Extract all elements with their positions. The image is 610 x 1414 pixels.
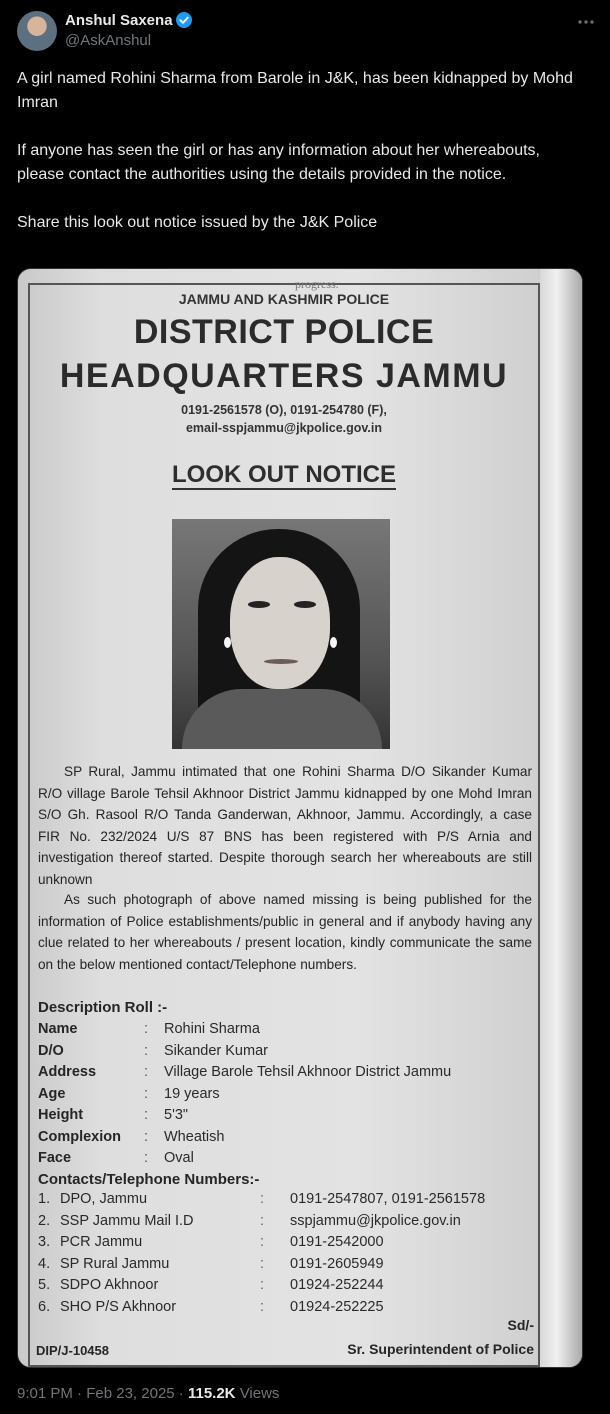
contact-label: DPO, Jammu [60,1191,148,1207]
tweet-header [17,11,597,55]
notice-heading-text: LOOK OUT NOTICE [172,461,396,488]
tweet-time[interactable]: 9:01 PM [17,1385,73,1402]
contact-row: 2. SSP Jammu Mail I.D : sspjammu@jkpolice.gov.in [38,1212,461,1229]
contact-value: 0191-2547807, 0191-2561578 [290,1191,486,1207]
notice-heading [30,461,538,489]
photo-shoulders [182,689,382,749]
photo-eye [248,601,270,608]
photo-earring [224,637,231,648]
description-key: Age [38,1085,66,1102]
tweet-paragraph: A girl named Rohini Sharma from Barole in J&K, has been kidnapped by Mohd Imran [17,70,573,111]
description-value: Wheatish [164,1128,225,1145]
description-row: Age : 19 years [38,1085,220,1102]
contact-label: PCR Jammu [60,1234,143,1251]
description-key: Address [38,1064,97,1080]
contact-number: 6. [38,1298,51,1315]
views-count: 115.2K [187,1385,236,1402]
contacts-list [38,1191,532,1321]
contact-number: 4. [38,1255,51,1272]
contact-row: 4. SP Rural Jammu : 0191-2605949 [38,1255,384,1272]
description-key: Complexion [38,1128,121,1145]
author-handle[interactable]: @AskAnshul [65,32,152,49]
notice-phones: 0191-2561578 (O), 0191-254780 (F), [181,403,387,417]
description-row: Face : Oval [38,1150,194,1166]
description-value: Village Barole Tehsil Akhnoor District Jammu [164,1064,452,1080]
contact-value: 0191-2605949 [290,1255,384,1272]
contact-row: 1. DPO, Jammu : 0191-2547807, 0191-2561578 [38,1191,486,1207]
tweet-date[interactable]: Feb 23, 2025 [86,1385,175,1402]
verified-badge-icon [176,12,192,28]
look-out-notice [28,277,540,1367]
tweet-media-image[interactable] [17,268,583,1368]
description-value: 19 years [164,1085,220,1102]
notice-org: JAMMU AND KASHMIR POLICE [178,291,390,307]
description-value: Oval [164,1150,194,1166]
contact-label: SP Rural Jammu [60,1255,170,1272]
contact-row: 6. SHO P/S Akhnoor : 01924-252225 [38,1298,384,1315]
dip-number: DIP/J-10458 [36,1343,109,1358]
contact-value: 01924-252225 [290,1298,384,1315]
tweet-paragraph: If anyone has seen the girl or has any information about her whereabouts, please contact the authorities using the details provided in the notice. [17,142,540,183]
author-name-text[interactable]: Anshul Saxena [65,12,173,29]
author-name[interactable] [65,12,192,29]
avatar[interactable] [17,11,57,51]
more-options-icon[interactable] [575,15,597,29]
clipped-text: progress. [295,277,339,291]
description-key: Height [38,1107,84,1123]
notice-paragraph-1: SP Rural, Jammu intimated that one Rohini Sharma D/O Sikander Kumar R/O village Barole Tehsil Akhnoor District Jammu kidnapped by one Mohd Imran S/O Gh. Rasool R/O Tanda Ganderwan, Akhnoor, Jammu. Accordingly, a case FIR No. 232/2024 U/S 87 BNS has been registered with P/S Arnia and investigation thereof started. Despite thorough search her whereabouts are still unknown [38,764,532,887]
contact-value: sspjammu@jkpolice.gov.in [290,1212,461,1229]
description-row: Name : Rohini Sharma [38,1021,260,1037]
description-roll-title: Description Roll :- [38,999,168,1016]
contact-number: 3. [38,1234,51,1251]
contact-label: SDPO Akhnoor [60,1277,159,1294]
notice-title-line1: DISTRICT POLICE [133,313,435,351]
signature-mark: Sd/- [507,1317,534,1333]
paper-edge [540,269,582,1367]
notice-email: email-sspjammu@jkpolice.gov.in [185,421,383,435]
description-key: Name [38,1021,78,1037]
contact-number: 5. [38,1277,51,1294]
description-value: 5'3" [164,1107,189,1123]
description-key: Face [38,1150,72,1166]
contact-number: 2. [38,1212,51,1229]
contact-value: 01924-252244 [290,1277,384,1294]
signatory: Sr. Superintendent of Police [347,1341,534,1357]
tweet-text [17,67,587,259]
contact-number: 1. [38,1191,51,1207]
views-label: Views [239,1385,280,1402]
photo-face [230,557,330,689]
contact-value: 0191-2542000 [290,1234,384,1251]
notice-paragraph-2: As such photograph of above named missing is being published for the information of Police establishments/public in general and if anybody having any clue related to her whereabouts / present location, kindly communicate the same on the below mentioned contact/Telephone numbers. [38,892,532,972]
description-row: Address : Village Barole Tehsil Akhnoor District Jammu [38,1064,452,1080]
description-row: Height : 5'3" [38,1107,189,1123]
notice-title-line2: HEADQUARTERS JAMMU [59,357,509,395]
contact-row: 5. SDPO Akhnoor : 01924-252244 [38,1277,384,1294]
photo-eye [294,601,316,608]
contact-row: 3. PCR Jammu : 0191-2542000 [38,1234,384,1251]
contact-label: SSP Jammu Mail I.D [60,1212,194,1229]
contact-label: SHO P/S Akhnoor [60,1298,177,1315]
description-key: D/O [38,1042,64,1059]
description-value: Rohini Sharma [164,1021,260,1037]
description-value: Sikander Kumar [164,1042,268,1059]
tweet-footer: 9:01 PM · Feb 23, 2025 · 115.2K Views [17,1385,280,1402]
photo-mouth [264,659,298,664]
contacts-title: Contacts/Telephone Numbers:- [38,1171,260,1188]
description-roll [38,1021,532,1172]
description-row: D/O : Sikander Kumar [38,1042,268,1059]
description-row: Complexion : Wheatish [38,1128,225,1145]
missing-person-photo [172,519,390,749]
photo-earring [330,637,337,648]
tweet-paragraph: Share this look out notice issued by the J&K Police [17,214,378,231]
